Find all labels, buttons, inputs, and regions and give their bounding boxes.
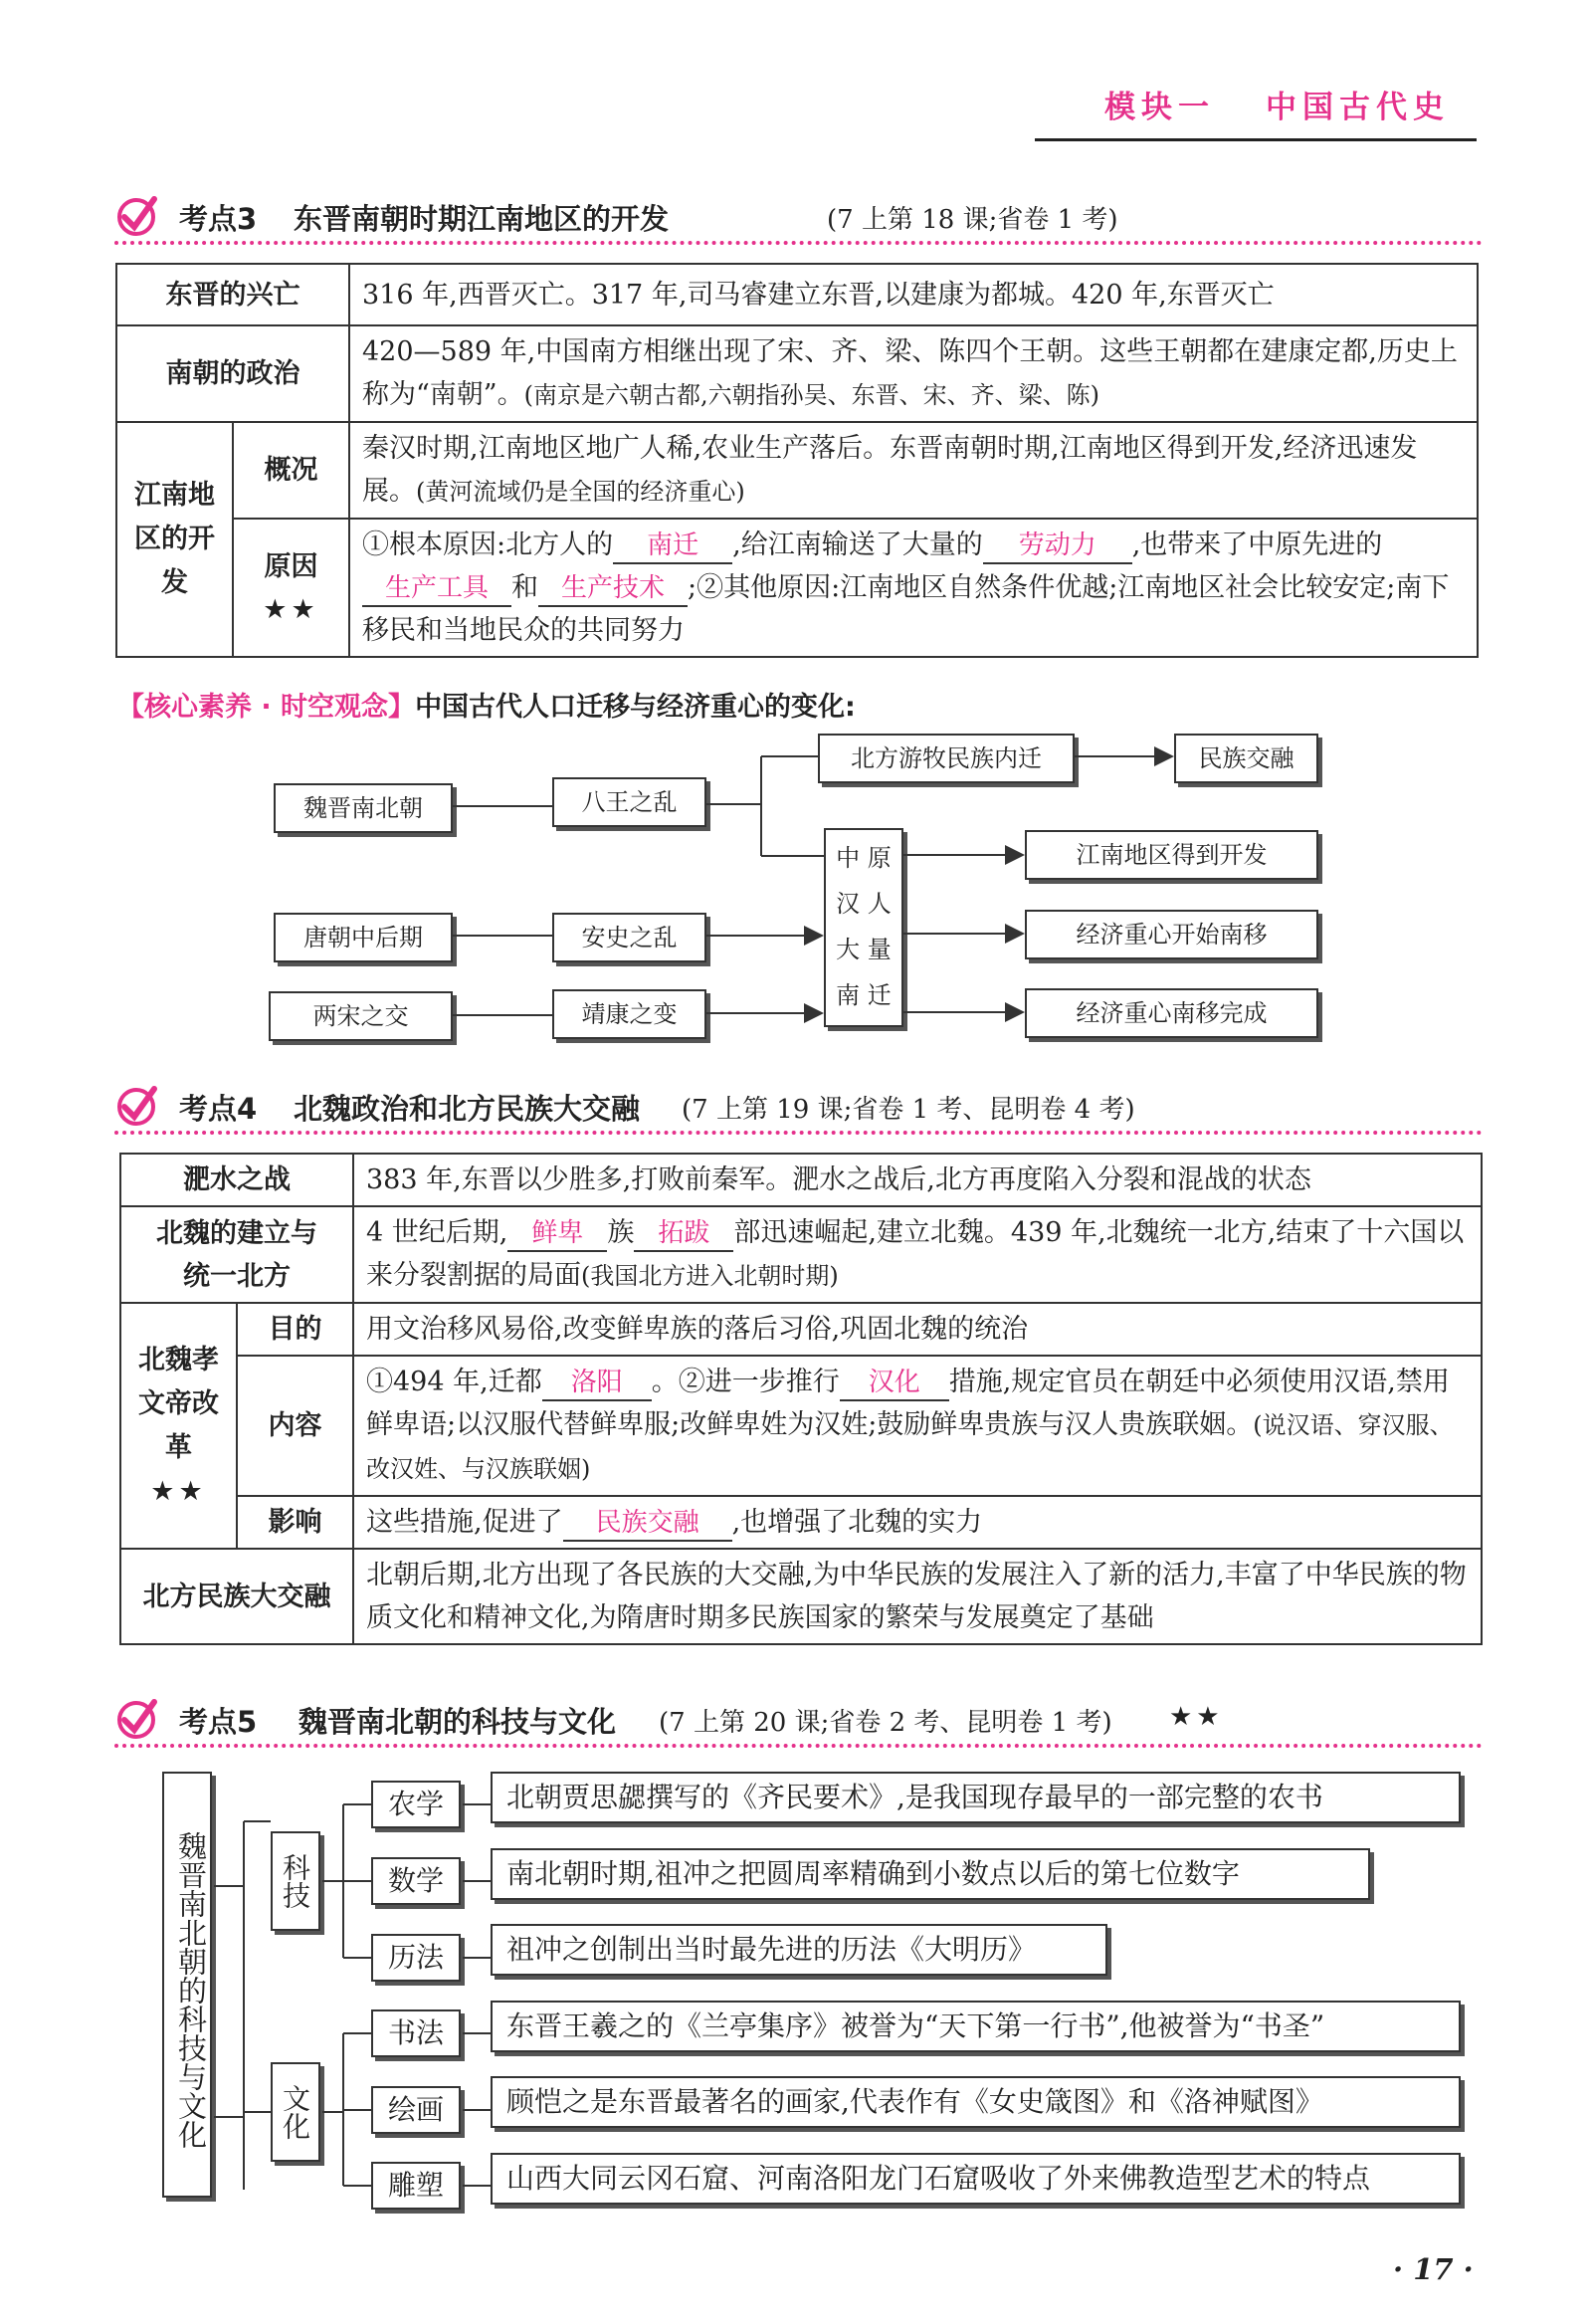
kaodian5-title: 魏晋南北朝的科技与文化	[299, 1705, 617, 1739]
jiangnan-label: 江南地区的开发	[116, 422, 233, 657]
table-row	[120, 1356, 1482, 1496]
table-row	[120, 1206, 1482, 1303]
flow-box: 八王之乱	[552, 777, 706, 827]
table-row	[120, 1496, 1482, 1549]
flow-box: 民族交融	[1174, 734, 1318, 783]
row-label: 北方民族大交融	[120, 1549, 353, 1644]
kaodian5-header	[114, 1694, 1483, 1746]
overview-note: (黄河流域仍是全国的经济重心)	[416, 478, 745, 506]
row-note: (我国北方进入北朝时期)	[581, 1262, 839, 1290]
row-label: 东晋的兴亡	[116, 264, 349, 325]
content-label: 内容	[237, 1356, 353, 1496]
flow-center-box: 中 原 汉 人 大 量 南 迁	[824, 828, 903, 1027]
stars: ★★	[263, 593, 319, 625]
flow-box: 魏晋南北朝	[274, 783, 453, 833]
row-label: 淝水之战	[120, 1154, 353, 1206]
core-literacy: 【核心素养 · 时空观念】中国古代人口迁移与经济重心的变化:	[117, 692, 856, 723]
reason-label: 原因 ★★	[233, 519, 349, 657]
module-label: 模块一	[1104, 90, 1215, 125]
flow-box: 江南地区得到开发	[1025, 830, 1318, 880]
kaodian3-title: 东晋南朝时期江南地区的开发	[294, 202, 670, 236]
overview-label: 概况	[233, 422, 349, 519]
row-label: 南朝的政治	[116, 325, 349, 422]
category-box: 历法	[371, 1934, 461, 1982]
answer-blank: 拓跋	[634, 1216, 733, 1252]
category-box: 雕塑	[371, 2162, 461, 2210]
row-label: 北魏的建立与统一北方	[120, 1206, 353, 1303]
category-box: 书法	[371, 2009, 461, 2057]
keji-box: 科技	[271, 1831, 320, 1931]
section-label: 中国古代史	[1266, 90, 1450, 125]
kaodian4-title: 北魏政治和北方民族大交融	[294, 1092, 641, 1126]
reason-content: ①根本原因:北方人的 南迁 ,给江南输送了大量的 劳动力 ,也带来了中原先进的生产工具 和 生产技术 ;②其他原因:江南地区自然条件优越;江南地区社会比较安定;南下移民和当地民众的共同努力	[349, 519, 1478, 657]
category-box: 农学	[371, 1781, 461, 1828]
kaodian4-source: (7 上第 19 课;省卷 1 考、昆明卷 4 考)	[682, 1095, 1135, 1125]
item-box: 南北朝时期,祖冲之把圆周率精确到小数点以后的第七位数字	[491, 1848, 1370, 1900]
answer-blank: 民族交融	[563, 1506, 732, 1542]
kaodian3-source: (7 上第 18 课;省卷 1 考)	[827, 205, 1118, 235]
item-box: 东晋王羲之的《兰亭集序》被誉为“天下第一行书”,他被誉为“书圣”	[491, 2001, 1461, 2052]
purpose-label: 目的	[237, 1303, 353, 1356]
kaodian4-label: 考点4	[179, 1092, 258, 1126]
stars: ★★	[1169, 1702, 1224, 1732]
row-content: 420—589 年,中国南方相继出现了宋、齐、梁、陈四个王朝。这些王朝都在建康定都,历史上称为“南朝”。(南京是六朝古都,六朝指孙吴、东晋、宋、齐、梁、陈)	[349, 325, 1478, 422]
flow-box: 靖康之变	[552, 989, 706, 1039]
purpose-content: 用文治移风易俗,改变鲜卑族的落后习俗,巩固北魏的统治	[353, 1303, 1482, 1356]
overview-content: 秦汉时期,江南地区地广人稀,农业生产落后。东晋南朝时期,江南地区得到开发,经济迅速发展。(黄河流域仍是全国的经济重心)	[349, 422, 1478, 519]
kaodian3-label: 考点3	[179, 202, 258, 236]
answer-blank: 劳动力	[983, 528, 1132, 564]
row-note: (说汉语、穿汉服、改汉姓、与汉族联姻)	[366, 1411, 1454, 1483]
flow-box: 北方游牧民族内迁	[818, 734, 1075, 783]
answer-blank: 生产技术	[538, 571, 688, 607]
root-box: 魏晋南北朝的科技与文化	[162, 1772, 212, 2198]
page-number: · 17 ·	[1393, 2252, 1474, 2286]
row-content: 316 年,西晋灭亡。317 年,司马睿建立东晋,以建康为都城。420 年,东晋灭亡	[349, 264, 1478, 325]
check-icon	[114, 1696, 158, 1740]
row-content: 383 年,东晋以少胜多,打败前秦军。淝水之战后,北方再度陷入分裂和混战的状态	[353, 1154, 1482, 1206]
table-row	[120, 1549, 1482, 1644]
effect-content: 这些措施,促进了 民族交融 ,也增强了北魏的实力	[353, 1496, 1482, 1549]
answer-blank: 鲜卑	[507, 1216, 607, 1252]
kaodian5-source: (7 上第 20 课;省卷 2 考、昆明卷 1 考)	[659, 1708, 1112, 1738]
wenhua-box: 文化	[271, 2062, 320, 2162]
kaodian5-label: 考点5	[179, 1705, 258, 1739]
effect-label: 影响	[237, 1496, 353, 1549]
item-box: 山西大同云冈石窟、河南洛阳龙门石窟吸收了外来佛教造型艺术的特点	[491, 2153, 1461, 2205]
flow-box: 安史之乱	[552, 913, 706, 962]
dotted-divider	[114, 1744, 1483, 1748]
kaodian4-header	[114, 1081, 1483, 1133]
category-box: 绘画	[371, 2086, 461, 2134]
flow-box: 唐朝中后期	[274, 913, 453, 962]
stars: ★★	[150, 1475, 207, 1507]
kaodian4-table	[119, 1153, 1483, 1645]
row-content: 4 世纪后期, 鲜卑 族 拓跋 部迅速崛起,建立北魏。439 年,北魏统一北方,结束了十六国以来分裂割据的局面(我国北方进入北朝时期)	[353, 1206, 1482, 1303]
table-row	[120, 1303, 1482, 1356]
category-box: 数学	[371, 1857, 461, 1905]
flow-box: 两宋之交	[269, 991, 453, 1041]
item-box: 北朝贾思勰撰写的《齐民要术》,是我国现存最早的一部完整的农书	[491, 1772, 1461, 1823]
row-content: 北朝后期,北方出现了各民族的大交融,为中华民族的发展注入了新的活力,丰富了中华民族的物质文化和精神文化,为隋唐时期多民族国家的繁荣与发展奠定了基础	[353, 1549, 1482, 1644]
answer-blank: 洛阳	[542, 1366, 652, 1401]
flow-box: 经济重心南移完成	[1025, 988, 1318, 1038]
row-note: (南京是六朝古都,六朝指孙吴、东晋、宋、齐、梁、陈)	[523, 381, 1099, 409]
reform-label: 北魏孝文帝改革 ★★	[120, 1303, 237, 1549]
check-icon	[114, 1083, 158, 1127]
answer-blank: 汉化	[840, 1366, 949, 1401]
dotted-divider	[114, 1131, 1483, 1135]
table-row	[120, 1154, 1482, 1206]
flow-connectors	[0, 0, 1593, 1095]
reform-content: ①494 年,迁都 洛阳 。②进一步推行 汉化 措施,规定官员在朝廷中必须使用汉语,禁用鲜卑语;以汉服代替鲜卑服;改鲜卑姓为汉姓;鼓励鲜卑贵族与汉人贵族联姻。(说汉语、穿汉服、改汉姓、与汉族联姻)	[353, 1356, 1482, 1496]
answer-blank: 南迁	[613, 528, 732, 564]
tree-connectors	[0, 1752, 1593, 2229]
flow-box: 经济重心开始南移	[1025, 910, 1318, 959]
item-box: 祖冲之创制出当时最先进的历法《大明历》	[491, 1924, 1107, 1976]
item-box: 顾恺之是东晋最著名的画家,代表作有《女史箴图》和《洛神赋图》	[491, 2076, 1461, 2128]
answer-blank: 生产工具	[362, 571, 511, 607]
